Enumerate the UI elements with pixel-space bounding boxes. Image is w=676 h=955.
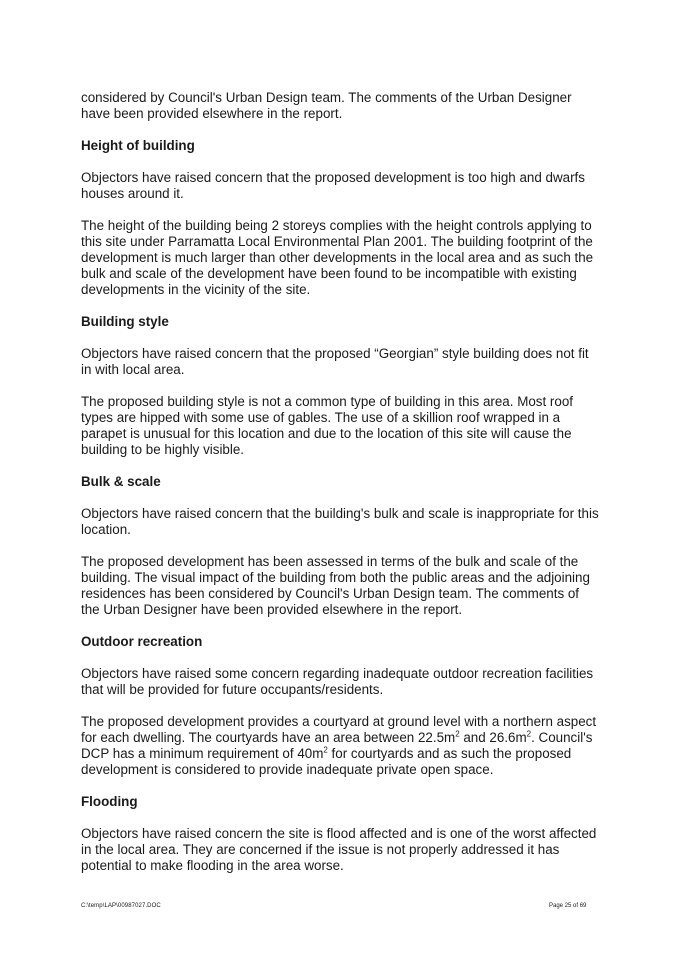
paragraph: Objectors have raised concern the site is flood affected and is one of the worst affected in the local area. They are concerned if the issue is not properly addressed it has potential to make flooding in the area worse. — [81, 826, 597, 873]
text-run: for courtyards and as such the proposed development is considered to provide inadequate private open space. — [81, 746, 572, 777]
paragraph: Objectors have raised concern that the proposed development is too high and dwarfs houses around it. — [81, 170, 585, 201]
superscript: 2 — [323, 745, 328, 755]
intro-paragraph: considered by Council's Urban Design team. The comments of the Urban Designer have been provided elsewhere in the report. — [81, 90, 572, 121]
text-run: and 26.6m — [459, 730, 527, 745]
paragraph: The proposed building style is not a common type of building in this area. Most roof types are hipped with some use of gables. The use of a skillion roof wrapped in a parapet is unusual for this location and due to the location of this site will cause the building to be highly visible. — [81, 394, 574, 457]
heading-outdoor-recreation: Outdoor recreation — [81, 634, 203, 649]
paragraph: The height of the building being 2 storeys complies with the height controls applying to this site under Parramatta Local Environmental Plan 2001. The building footprint of the development is much larger than other developments in the local area and as such the bulk and scale of the development have been found to be incompatible with existing developments in the vicinity of the site. — [81, 218, 594, 297]
paragraph: Objectors have raised some concern regarding inadequate outdoor recreation facilities that will be provided for future occupants/residents. — [81, 666, 594, 697]
text-run: . Council's DCP has a minimum requirement of 40m — [81, 730, 593, 761]
heading-height-of-building: Height of building — [81, 138, 195, 153]
superscript: 2 — [455, 729, 460, 739]
heading-flooding: Flooding — [81, 794, 138, 809]
footer-file-path: C:\temp\LAP\00987027.DOC — [81, 903, 161, 909]
courtyard-paragraph — [81, 714, 601, 778]
text-run: The proposed development provides a courtyard at ground level with a northern aspect for each dwelling. The courtyards have an area between 22.5m — [81, 714, 597, 745]
footer-page-number: Page 25 of 69 — [549, 903, 587, 909]
document-body — [81, 90, 601, 890]
heading-building-style: Building style — [81, 314, 169, 329]
paragraph: The proposed development has been assessed in terms of the bulk and scale of the building. The visual impact of the building from both the public areas and the adjoining residences has been considered by Council's Urban Design team. The comments of the Urban Designer have been provided elsewhere in the report. — [81, 554, 590, 617]
heading-bulk-and-scale: Bulk & scale — [81, 474, 161, 489]
paragraph: Objectors have raised concern that the building's bulk and scale is inappropriate for this location. — [81, 506, 599, 537]
superscript: 2 — [526, 729, 532, 739]
paragraph: Objectors have raised concern that the proposed “Georgian” style building does not fit in with local area. — [81, 346, 589, 377]
